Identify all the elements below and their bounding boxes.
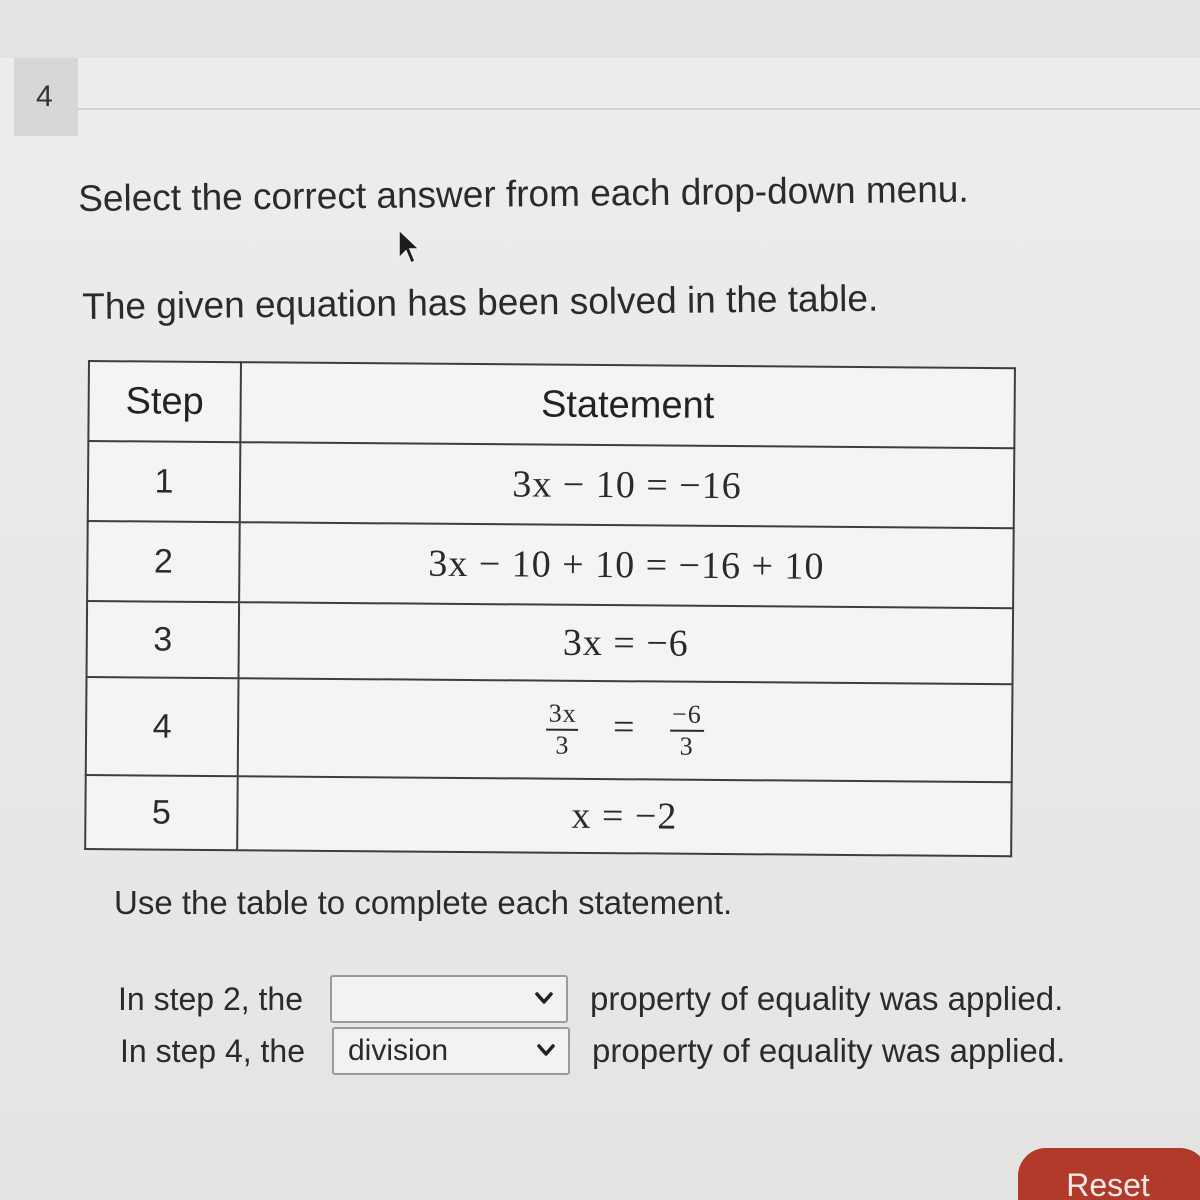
statement-cell: 3x − 10 + 10 = −16 + 10 [239,522,1014,608]
table-row [87,521,1014,608]
fraction-denominator: 3 [679,731,694,761]
table-row [87,601,1014,684]
step-4-property-dropdown[interactable] [332,1027,570,1075]
step-number: 1 [88,441,241,522]
question-number: 4 [14,58,78,136]
fraction-right [670,699,704,761]
mouse-pointer-icon [396,228,422,268]
instruction-text: Select the correct answer from each drop-down menu. [78,168,969,219]
reset-button[interactable]: Reset [1018,1148,1200,1200]
fraction-left [546,698,578,760]
table-row [88,441,1015,528]
table-row [85,775,1012,856]
statement-cell: 3x = −6 [239,602,1014,684]
step-2-property-dropdown[interactable] [330,975,568,1023]
statement-column-header: Statement [240,362,1015,448]
description-text: The given equation has been solved in the table. [82,277,879,327]
fraction-denominator: 3 [555,730,570,760]
step-number: 2 [87,521,240,602]
answer-statement-1 [118,974,1063,1024]
dropdown-selected-value: division [348,1034,449,1067]
statement-lead: In step 4, the [120,1032,306,1069]
fraction-numerator: 3x [547,701,579,731]
answer-statement-2 [120,1026,1065,1076]
statement-trail: property of equality was applied. [592,1032,1066,1069]
top-band [0,0,1200,58]
chevron-down-icon [534,990,554,1006]
step-number: 3 [87,601,240,678]
completion-prompt: Use the table to complete each statement. [114,884,733,921]
header-divider [78,108,1200,110]
statement-cell [238,678,1013,782]
step-number: 4 [86,677,239,776]
solution-table [84,360,1016,857]
step-number: 5 [85,775,238,850]
chevron-down-icon [536,1042,556,1058]
statement-trail: property of equality was applied. [590,980,1064,1017]
equals-sign: = [612,705,636,749]
statement-cell: x = −2 [237,776,1012,856]
statement-lead: In step 2, the [118,980,304,1017]
step-column-header: Step [88,361,241,442]
table-row [86,677,1013,782]
statement-cell: 3x − 10 = −16 [240,442,1015,528]
fraction-numerator: −6 [670,702,704,732]
